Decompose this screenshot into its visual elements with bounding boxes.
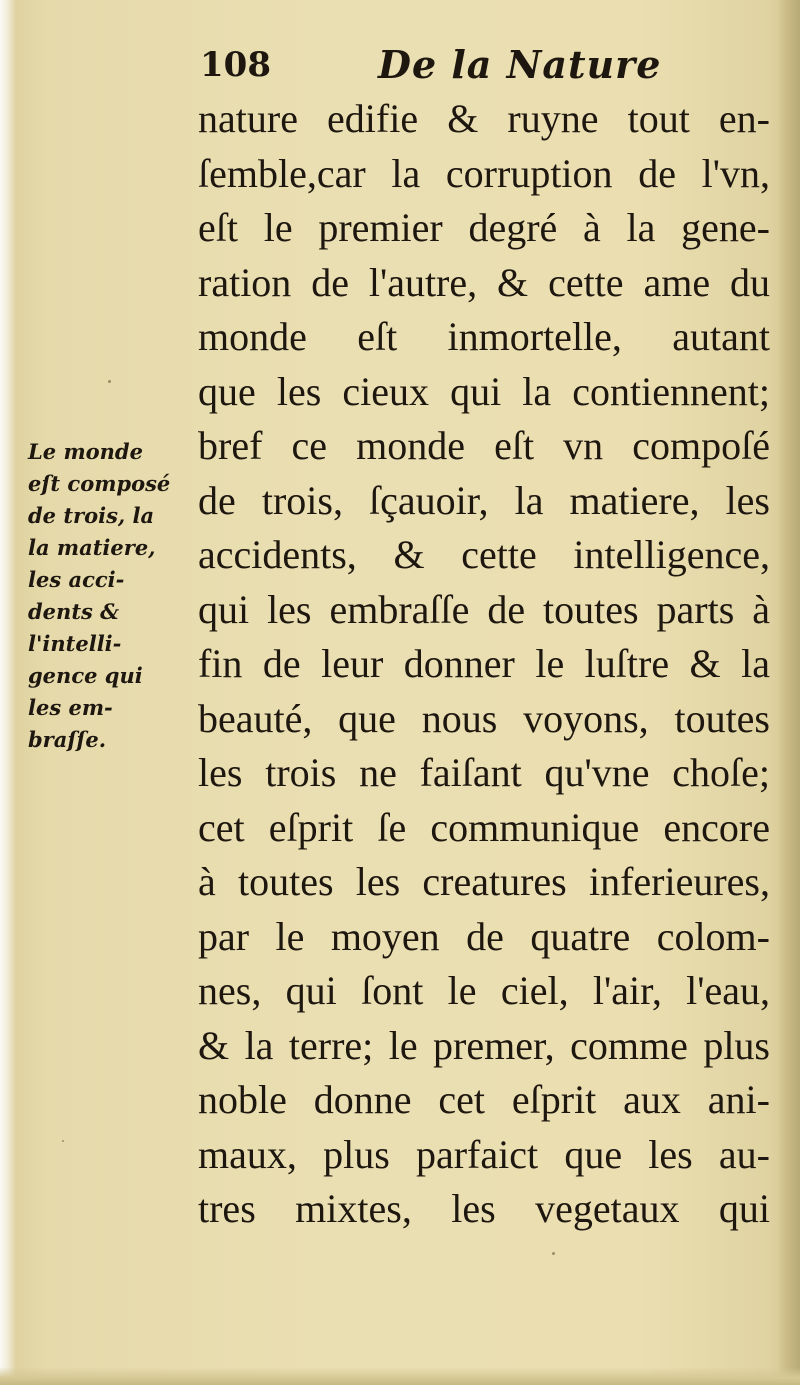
text-line: nes, qui ſont le ciel, l'air, l'eau, bbox=[198, 968, 770, 1013]
text-line: & la terre; le premer, comme plus bbox=[198, 1022, 770, 1068]
running-title: De la Nature bbox=[378, 42, 662, 87]
paper-speck bbox=[552, 1252, 555, 1255]
text-line: maux, plus parfaict que les au- bbox=[198, 1131, 770, 1177]
page-header bbox=[200, 40, 760, 90]
text-line: bref ce monde eſt vn compoſé bbox=[198, 423, 770, 468]
paper-speck bbox=[62, 1140, 64, 1142]
margin-note-line: les em- bbox=[28, 695, 113, 720]
margin-note-line: de trois, la bbox=[28, 503, 155, 528]
text-line: monde eſt inmortelle, autant bbox=[198, 314, 770, 359]
margin-note-line: gence qui bbox=[28, 663, 143, 688]
page-gutter-shadow bbox=[778, 0, 800, 1385]
paper-speck bbox=[108, 380, 111, 383]
text-line: cet eſprit ſe communique encore bbox=[198, 804, 770, 850]
text-line: qui les embraſſe de toutes parts à bbox=[198, 586, 770, 632]
text-line: nature edifie & ruyne tout en- bbox=[198, 96, 770, 141]
text-line: ſemble,car la corruption de l'vn, bbox=[198, 150, 770, 196]
text-line: beauté, que nous voyons, toutes bbox=[198, 695, 770, 741]
text-line: les trois ne faiſant qu'vne choſe; bbox=[198, 750, 770, 795]
text-line: noble donne cet eſprit aux ani- bbox=[198, 1077, 770, 1122]
text-line: que les cieux qui la contiennent; bbox=[198, 368, 770, 414]
text-line: eſt le premier degré à la gene- bbox=[198, 205, 770, 250]
text-line: tres mixtes, les vegetaux qui bbox=[198, 1186, 770, 1231]
margin-note-line: Le monde bbox=[28, 439, 143, 464]
text-line: à toutes les creatures inferieures, bbox=[198, 859, 770, 904]
text-line: accidents, & cette intelligence, bbox=[198, 532, 770, 577]
page-bottom-edge bbox=[0, 1367, 800, 1385]
margin-note-line: la matiere, bbox=[28, 535, 156, 560]
page-left-edge bbox=[0, 0, 16, 1385]
page-number: 108 bbox=[200, 45, 271, 85]
margin-note-line: les acci- bbox=[28, 567, 125, 592]
margin-note-line: eſt composé bbox=[28, 471, 171, 496]
body-text bbox=[198, 92, 770, 1237]
margin-note-line: l'intelli- bbox=[28, 631, 122, 656]
margin-note bbox=[28, 436, 198, 756]
text-line: de trois, ſçauoir, la matiere, les bbox=[198, 477, 770, 523]
text-line: par le moyen de quatre colom- bbox=[198, 913, 770, 959]
margin-note-line: braſſe. bbox=[28, 727, 107, 752]
margin-note-line: dents & bbox=[28, 599, 120, 624]
text-line: fin de leur donner le luſtre & la bbox=[198, 641, 770, 686]
text-line: ration de l'autre, & cette ame du bbox=[198, 259, 770, 305]
